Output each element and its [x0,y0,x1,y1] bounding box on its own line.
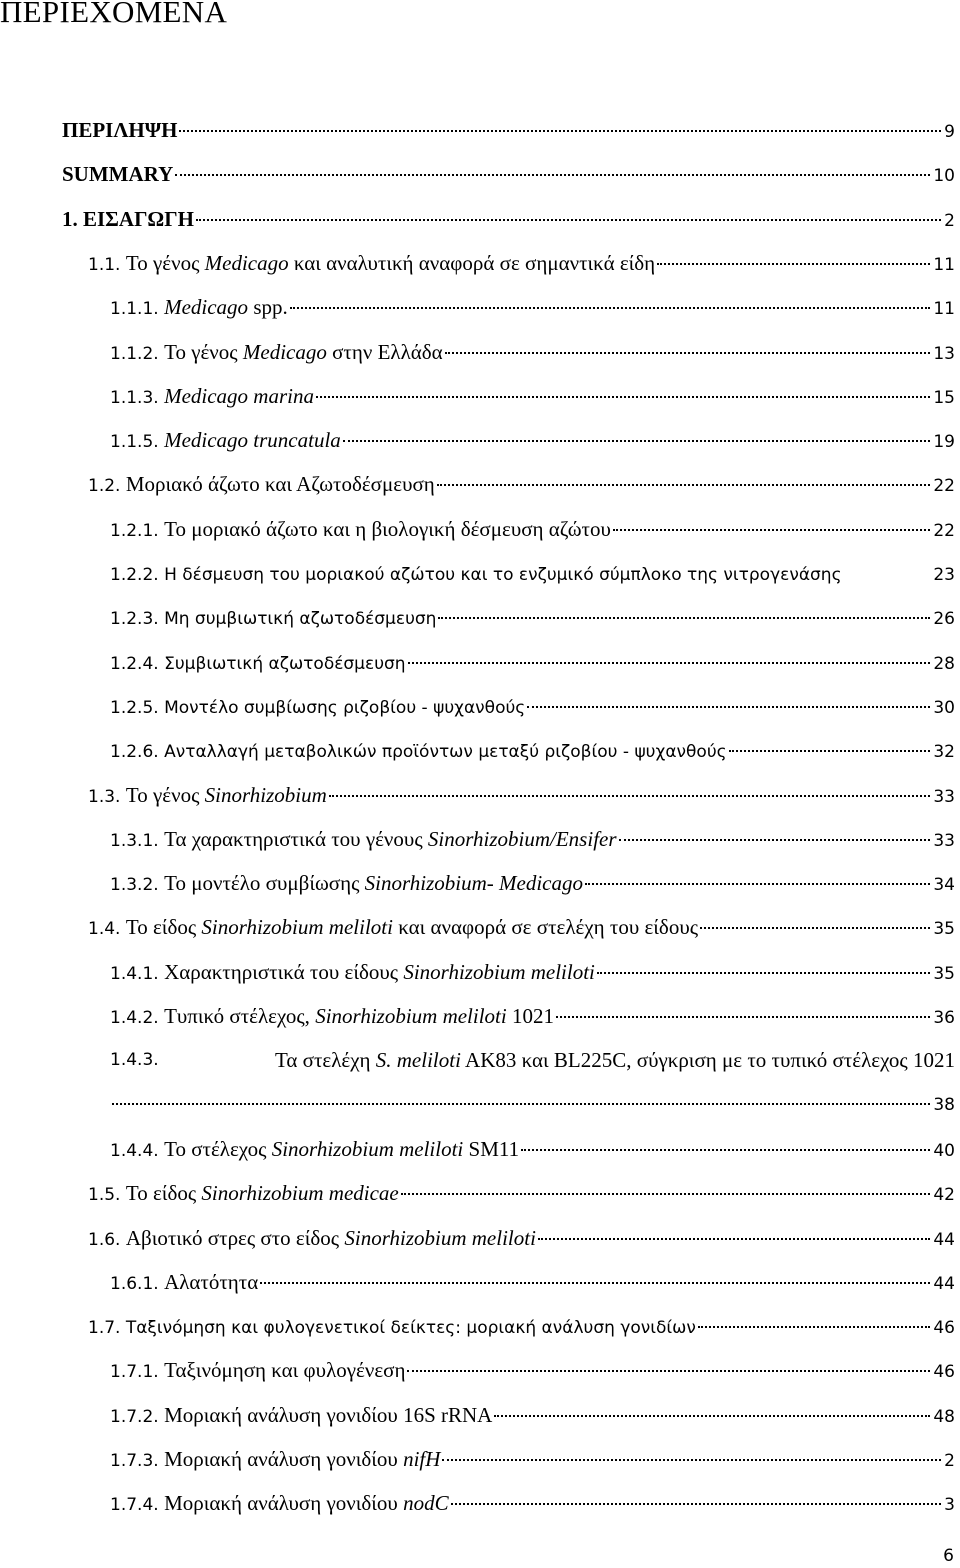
toc-page-number: 2 [944,211,955,231]
toc-page-number: 42 [933,1185,955,1205]
toc-entry[interactable] [62,160,955,190]
toc-entry-title [110,958,595,988]
toc-entry-italic-text: Sinorhizobium/Ensifer [427,827,617,851]
toc-entry-text-part: Το μοριακό άζωτο και η βιολογική δέσμευση αζώτου [164,517,611,541]
toc-entry-title [110,1135,519,1165]
toc-page-number: 35 [933,919,955,939]
toc-page-number: 44 [933,1274,955,1294]
toc-entry-text-part: Τυπικό στέλεχος, [164,1004,316,1028]
toc-entry-text [126,1226,536,1250]
toc-entry-text [164,827,616,851]
toc-entry-text-part: Αλατότητα [164,1270,259,1294]
toc-dot-leader [260,1282,930,1284]
toc-dot-leader [407,1370,930,1372]
toc-entry-text-part: Ταξινόμηση και φυλογένεση [164,1358,406,1382]
toc-dot-leader [619,839,931,841]
toc-page-number: 28 [933,654,955,674]
toc-entry[interactable] [88,1312,955,1342]
toc-dot-leader [521,1149,930,1151]
toc-entry-italic-text: Medicago [204,251,289,275]
toc-entry-text [62,162,173,186]
toc-entry-number: 1.6.1. [110,1274,165,1294]
toc-entry-text [164,871,583,895]
toc-entry-title [110,515,611,545]
toc-entry-text-part: στην Ελλάδα [326,340,443,364]
toc-entry-text [164,340,443,364]
toc-entry-text [164,738,727,762]
toc-entry[interactable] [110,1401,955,1431]
toc-page-number: 44 [933,1230,955,1250]
toc-entry-italic-text: Medicago truncatula [164,428,341,452]
toc-dot-leader [401,1193,931,1195]
toc-entry-text-part: και αναφορά σε στελέχη του είδους [392,915,699,939]
toc-entry-text-part: Η δέσμευση του μοριακού αζώτου και το ενζυμικό σύμπλοκο της νιτρογενάσης [164,565,842,585]
toc-entry-title [110,1002,554,1032]
toc-entry-title [110,869,583,899]
toc-entry-number: 1.4.1. [110,964,165,984]
toc-entry-title [88,1179,399,1209]
toc-page-number: 32 [933,742,955,762]
toc-entry-italic-text: Medicago [164,295,249,319]
toc-entry-number: 1.1.1. [110,299,165,319]
toc-entry-title [88,1224,536,1254]
toc-page-number: 46 [933,1318,955,1338]
toc-entry-title [88,249,655,279]
toc-entry-title [110,1046,955,1074]
toc-entry[interactable] [110,869,955,899]
toc-dot-leader [445,352,931,354]
toc-entry-number: 1.4.2. [110,1008,165,1028]
toc-dot-leader [343,440,931,442]
toc-entry[interactable] [88,249,955,279]
toc-entry-number: 1.3.1. [110,831,165,851]
toc-entry-title [110,692,525,722]
toc-entry[interactable] [110,1046,955,1076]
toc-entry[interactable] [88,1224,955,1254]
toc-entry-title [110,648,406,678]
toc-entry[interactable] [110,692,955,722]
toc-entry-title [62,160,173,188]
toc-entry[interactable] [88,781,955,811]
toc-entry-number: 1.2.4. [110,654,165,674]
toc-entry-number: 1.4.3. [110,1050,159,1070]
toc-entry-title [88,781,327,811]
toc-entry-text-part: Μοντέλο συμβίωσης ριζοβίου - ψυχανθούς [164,698,526,718]
toc-entry-text [164,295,288,319]
toc-entry-text-part: ΕΙΣΑΓΩΓΗ [83,207,194,231]
toc-entry-title [110,825,617,855]
toc-entry-text-part: Το μοντέλο συμβίωσης [164,871,365,895]
toc-entry-text-part: Το γένος [125,251,205,275]
toc-entry[interactable] [110,293,955,323]
toc-page-number: 46 [933,1362,955,1382]
toc-entry[interactable] [110,1445,955,1475]
toc-entry-text [164,428,341,452]
toc-dot-leader [196,219,941,221]
toc-dot-leader [290,307,931,309]
toc-entry[interactable] [110,1268,955,1298]
toc-entry-text [126,783,327,807]
toc-entry[interactable] [110,515,955,545]
toc-dot-leader [451,1503,942,1505]
toc-entry-number: 1.1.3. [110,388,165,408]
toc-entry-text [164,561,842,585]
toc-dot-leader [585,883,930,885]
toc-entry-text-part: SM11 [463,1137,520,1161]
toc-page-number: 34 [933,875,955,895]
toc-entry-text [164,1004,554,1028]
toc-entry-text-part: spp. [248,295,288,319]
toc-page-number: 36 [933,1008,955,1028]
toc-entry-text [164,650,406,674]
toc-entry-text [164,1447,440,1471]
toc-entry-title [88,1312,696,1342]
toc-entry-text-part: Ανταλλαγή μεταβολικών προϊόντων μεταξύ ριζοβίου - ψυχανθούς [164,742,727,762]
toc-entry-number: 1.4.4. [110,1141,165,1161]
toc-page-number: 13 [933,344,955,364]
toc-page-number: 11 [933,299,955,319]
toc-entry-text [164,1491,449,1515]
toc-entry-text [164,1270,258,1294]
toc-dot-leader [438,617,930,619]
toc-entry-text [164,1137,519,1161]
toc-page-number: 22 [933,476,955,496]
toc-entry[interactable] [110,1091,955,1121]
toc-page-number: 40 [933,1141,955,1161]
toc-entry-number: 1.7.3. [110,1451,165,1471]
toc-entry-text-part: SUMMARY [62,162,174,186]
toc-entry[interactable] [110,382,955,412]
toc-entry-text [83,207,194,231]
toc-entry-text [164,1403,492,1427]
toc-entry-italic-text: Sinorhizobium meliloti [271,1137,464,1161]
toc-entry[interactable] [110,736,955,766]
toc-page-number: 11 [933,255,955,275]
toc-entry-number: 1.3. [88,787,126,807]
toc-page-number: 23 [933,565,955,585]
toc-entry-text-part: Τα στελέχη [275,1048,376,1072]
toc-dot-leader [657,263,930,265]
toc-entry-text [164,694,525,718]
toc-entry-number: 1.1.2. [110,344,165,364]
toc-entry-title [110,1268,258,1298]
toc-entry-title [62,116,177,144]
toc-entry-text-part: ΠΕΡΙΛΗΨΗ [62,118,178,142]
toc-entry-italic-text: Sinorhizobium meliloti [344,1226,536,1250]
toc-entry-text [126,251,655,275]
toc-page-number: 26 [933,609,955,629]
toc-entry-number: 1.1.5. [110,432,165,452]
toc-entry-text [126,472,435,496]
toc-entry[interactable] [110,1356,955,1386]
toc-dot-leader [437,484,931,486]
toc-entry-number: 1.6. [88,1230,126,1250]
toc-entry-text [164,605,436,629]
toc-dot-leader [442,1459,941,1461]
toc-entry-title [110,1401,492,1431]
toc-entry[interactable] [110,426,955,456]
toc-entry-number: 1.7.1. [110,1362,165,1382]
toc-entry-text-part: Μοριακή ανάλυση γονιδίου [164,1491,404,1515]
toc-entry-text-part: Ταξινόμηση και φυλογενετικοί δείκτες: μοριακή ανάλυση γονιδίων [125,1318,696,1338]
toc-entry-text [164,1358,405,1382]
toc-entry-text-part: Μοριακή ανάλυση γονιδίου 16S rRNA [164,1403,493,1427]
toc-entry[interactable] [110,958,955,988]
toc-entry-title [110,559,842,589]
toc-page-number: 22 [933,521,955,541]
toc-dot-leader [556,1016,930,1018]
toc-entry-italic-text: Sinorhizobium meliloti [403,960,595,984]
toc-entry-text-part: Το γένος [125,783,205,807]
toc-dot-leader [538,1238,930,1240]
toc-dot-leader [613,529,930,531]
toc-entry-title [110,293,288,323]
toc-entry-number: 1.2.6. [110,742,165,762]
toc-dot-leader [408,662,931,664]
toc-entry-number: 1.2.3. [110,609,165,629]
toc-entry-text-part: Τα χαρακτηριστικά του γένους [164,827,428,851]
toc-page-number: 10 [933,166,955,186]
toc-entry-text [164,517,611,541]
toc-entry-number: 1.7.4. [110,1495,165,1515]
toc-page-number: 48 [933,1407,955,1427]
toc-entry-italic-text: nifH [403,1447,441,1471]
toc-entry-text [164,384,314,408]
toc-entry-italic-text: Sinorhizobium meliloti [315,1004,507,1028]
toc-page-number: 38 [933,1095,955,1115]
toc-entry-text [164,960,595,984]
toc-entry-italic-text: Sinorhizobium meliloti [201,915,393,939]
toc-entry[interactable] [110,1489,955,1519]
toc-entry-number: 1.5. [88,1185,126,1205]
toc-entry-italic-text: Sinorhizobium [204,783,327,807]
toc-entry-title [62,205,194,233]
toc-entry-italic-text: S. meliloti [375,1048,461,1072]
toc-entry-text-part: Μοριακή ανάλυση γονιδίου [164,1447,404,1471]
toc-entry-number: 1. [62,207,83,231]
toc-entry-number: 1.7.2. [110,1407,165,1427]
toc-entry[interactable] [62,205,955,235]
toc-dot-leader [698,1326,930,1328]
toc-entry-title [110,1489,449,1519]
toc-entry-text [126,1181,399,1205]
toc-entry-number: 1.2. [88,476,126,496]
toc-dot-leader [329,795,931,797]
toc-entry-italic-text: Sinorhizobium- Medicago [364,871,584,895]
toc-entry-text-part: και αναλυτική αναφορά σε σημαντικά είδη [288,251,656,275]
toc-dot-leader [700,927,930,929]
toc-entry-number: 1.7. [88,1318,126,1338]
toc-entry-text-part: AK83 και BL225C, σύγκριση με το τυπικό στέλεχος 1021 [460,1048,955,1072]
toc-entry-text-part: Μοριακό άζωτο και Αζωτοδέσμευση [125,472,435,496]
toc-dot-leader [316,396,930,398]
toc-entry-text-part: Το γένος [164,340,243,364]
toc-entry-text-part: Μη συμβιωτική αζωτοδέσμευση [164,609,437,629]
toc-entry[interactable] [62,116,955,146]
toc-entry-number: 1.2.5. [110,698,165,718]
toc-entry[interactable] [110,559,955,589]
toc-entry-text [275,1046,955,1074]
toc-entry-title [110,426,341,456]
toc-entry[interactable] [110,648,955,678]
toc-entry-number: 1.4. [88,919,126,939]
toc-entry-text [126,915,698,939]
toc-dot-leader [494,1415,930,1417]
toc-entry-title [110,1356,405,1386]
toc-entry[interactable] [88,1179,955,1209]
toc-entry-text-part: Χαρακτηριστικά του είδους [164,960,404,984]
toc-entry-number: 1.2.2. [110,565,165,585]
page-number: 6 [943,1546,954,1566]
toc-page-number: 35 [933,964,955,984]
toc-entry-title [110,382,314,412]
toc-page-number: 15 [933,388,955,408]
toc-entry[interactable] [110,338,955,368]
toc-entry-title [110,1445,440,1475]
toc-entry-text-part: Συμβιωτική αζωτοδέσμευση [164,654,406,674]
toc-entry-italic-text: Medicago marina [164,384,314,408]
toc-page-number: 33 [933,787,955,807]
toc-page-number: 2 [944,1451,955,1471]
toc-entry-number: 1.1. [88,255,126,275]
toc-entry-text [62,118,177,142]
toc-entry[interactable] [110,603,955,633]
toc-page-number: 30 [933,698,955,718]
toc-entry-title [88,913,698,943]
toc-entry[interactable] [110,1002,955,1032]
toc-entry[interactable] [88,913,955,943]
toc-entry-title [110,603,436,633]
toc-entry-title [110,338,443,368]
toc-entry-italic-text: nodC [403,1491,449,1515]
toc-entry[interactable] [88,470,955,500]
toc-entry-text [126,1314,696,1338]
toc-entry-italic-text: Medicago [242,340,327,364]
toc-dot-leader [175,174,930,176]
toc-entry-italic-text: Sinorhizobium medicae [201,1181,399,1205]
toc-entry-text-part: Το είδος [125,1181,202,1205]
toc-page-number: 19 [933,432,955,452]
toc-entry-number: 1.3.2. [110,875,165,895]
toc-dot-leader [729,750,931,752]
page-heading: ΠΕΡΙΕΧΟΜΕΝΑ [0,0,228,29]
toc-entry-text-part: Το είδος [125,915,202,939]
toc-page-number: 3 [944,1495,955,1515]
toc-dot-leader [112,1103,930,1105]
toc-entry-title [110,736,727,766]
toc-entry-text-part: Το στέλεχος [164,1137,272,1161]
toc-dot-leader [597,972,930,974]
toc-entry-text-part: 1021 [506,1004,554,1028]
toc-entry[interactable] [110,825,955,855]
toc-dot-leader [527,706,930,708]
toc-page-number: 9 [944,122,955,142]
toc-entry[interactable] [110,1135,955,1165]
toc-entry-title [88,470,435,500]
toc-entry-text-part: Αβιοτικό στρες στο είδος [125,1226,345,1250]
toc-entry-number: 1.2.1. [110,521,165,541]
toc-dot-leader [179,130,941,132]
toc-page-number: 33 [933,831,955,851]
